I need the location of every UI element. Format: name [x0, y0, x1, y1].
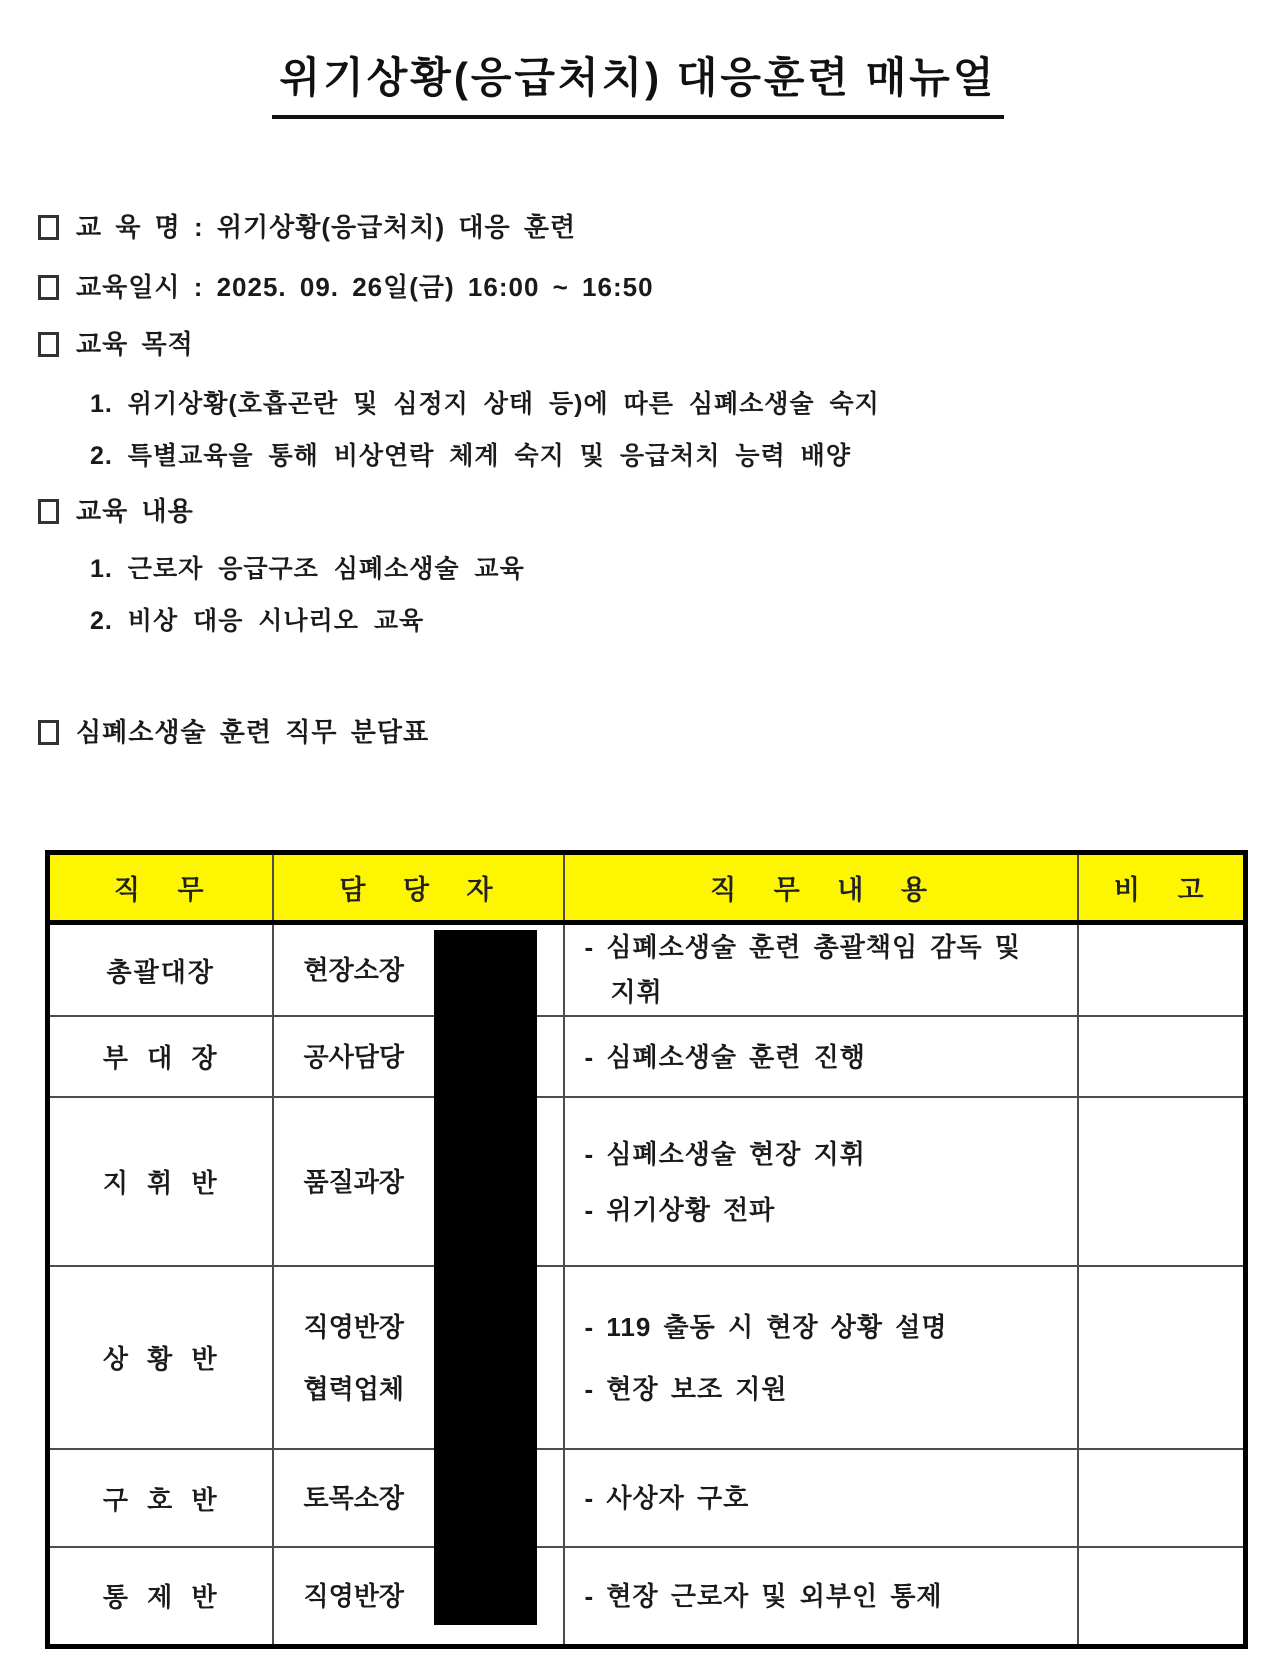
person-line: 직영반장 [303, 1311, 404, 1342]
cell-duties [564, 1016, 1078, 1097]
page-title-text: 위기상황(응급처치) 대응훈련 매뉴얼 [272, 45, 1005, 119]
cell-duties [564, 923, 1078, 1017]
person-line: 품질과장 [303, 1166, 404, 1197]
checkbox-square-icon [38, 720, 59, 745]
cell-note [1078, 1266, 1246, 1449]
person-line: 현장소장 [303, 954, 404, 985]
duty-line: - 사상자 구호 [584, 1483, 750, 1513]
table-row [48, 1097, 1246, 1266]
duty-line: - 현장 보조 지원 [584, 1373, 788, 1404]
table-row [48, 1449, 1246, 1547]
cell-role: 지 휘 반 [48, 1097, 273, 1266]
person-line: 직영반장 [303, 1580, 404, 1611]
duty-table-heading [38, 715, 1276, 749]
person-line: 협력업체 [303, 1373, 404, 1404]
duty-line: - 심폐소생술 훈련 총괄책임 감독 및 [584, 932, 1021, 962]
duty-line: 지휘 [610, 977, 663, 1007]
education-content-heading-text: 교육 내용 [76, 496, 194, 526]
cell-duties [564, 1097, 1078, 1266]
table-row [48, 1016, 1246, 1097]
cell-duties [564, 1547, 1078, 1646]
cell-note [1078, 1449, 1246, 1547]
content-item-1: 1. 근로자 응급구조 심폐소생술 교육 [90, 555, 525, 583]
duty-line: - 119 출동 시 현장 상황 설명 [584, 1311, 948, 1342]
person-line: 공사담당 [303, 1041, 404, 1072]
education-datetime-line [38, 270, 1276, 304]
duty-assignment-table [45, 850, 1248, 1649]
cell-role: 구 호 반 [48, 1449, 273, 1547]
page-title [0, 45, 1276, 119]
table-row [48, 1266, 1246, 1449]
cell-duties [564, 1266, 1078, 1449]
checkbox-square-icon [38, 332, 59, 357]
duty-assignment-table-wrap [45, 850, 1243, 1649]
duty-line: - 현장 근로자 및 외부인 통제 [584, 1580, 943, 1611]
table-header-person: 담 당 자 [273, 853, 564, 923]
duty-line: - 위기상황 전파 [584, 1194, 776, 1225]
cell-note [1078, 923, 1246, 1017]
cell-role: 총괄대장 [48, 923, 273, 1017]
person-line: 토목소장 [303, 1483, 404, 1513]
table-row [48, 923, 1246, 1017]
education-purpose-heading [38, 327, 1276, 361]
education-purpose-heading-text: 교육 목적 [76, 329, 194, 359]
purpose-item-2: 2. 특별교육을 통해 비상연락 체계 숙지 및 응급처치 능력 배양 [90, 442, 851, 470]
checkbox-square-icon [38, 275, 59, 300]
redaction-box [434, 930, 537, 1625]
education-datetime-text: 교육일시 : 2025. 09. 26일(금) 16:00 ~ 16:50 [76, 272, 654, 302]
duty-line: - 심폐소생술 현장 지휘 [584, 1138, 866, 1169]
checkbox-square-icon [38, 499, 59, 524]
education-name-line [38, 210, 1276, 244]
table-row [48, 1547, 1246, 1646]
cell-note [1078, 1016, 1246, 1097]
table-header-duties: 직 무 내 용 [564, 853, 1078, 923]
duty-line: - 심폐소생술 훈련 진행 [584, 1041, 866, 1072]
duty-table-heading-text: 심폐소생술 훈련 직무 분담표 [76, 717, 430, 747]
cell-role: 통 제 반 [48, 1547, 273, 1646]
cell-note [1078, 1547, 1246, 1646]
content-item-2: 2. 비상 대응 시나리오 교육 [90, 607, 425, 635]
table-header-role: 직 무 [48, 853, 273, 923]
cell-role: 상 황 반 [48, 1266, 273, 1449]
cell-duties [564, 1449, 1078, 1547]
table-header-note: 비 고 [1078, 853, 1246, 923]
checkbox-square-icon [38, 215, 59, 240]
cell-note [1078, 1097, 1246, 1266]
table-header-row [48, 853, 1246, 923]
education-name-text: 교 육 명 : 위기상황(응급처치) 대응 훈련 [76, 212, 577, 242]
purpose-item-1: 1. 위기상황(호흡곤란 및 심정지 상태 등)에 따른 심폐소생술 숙지 [90, 390, 880, 418]
cell-role: 부 대 장 [48, 1016, 273, 1097]
education-content-heading [38, 494, 1276, 528]
